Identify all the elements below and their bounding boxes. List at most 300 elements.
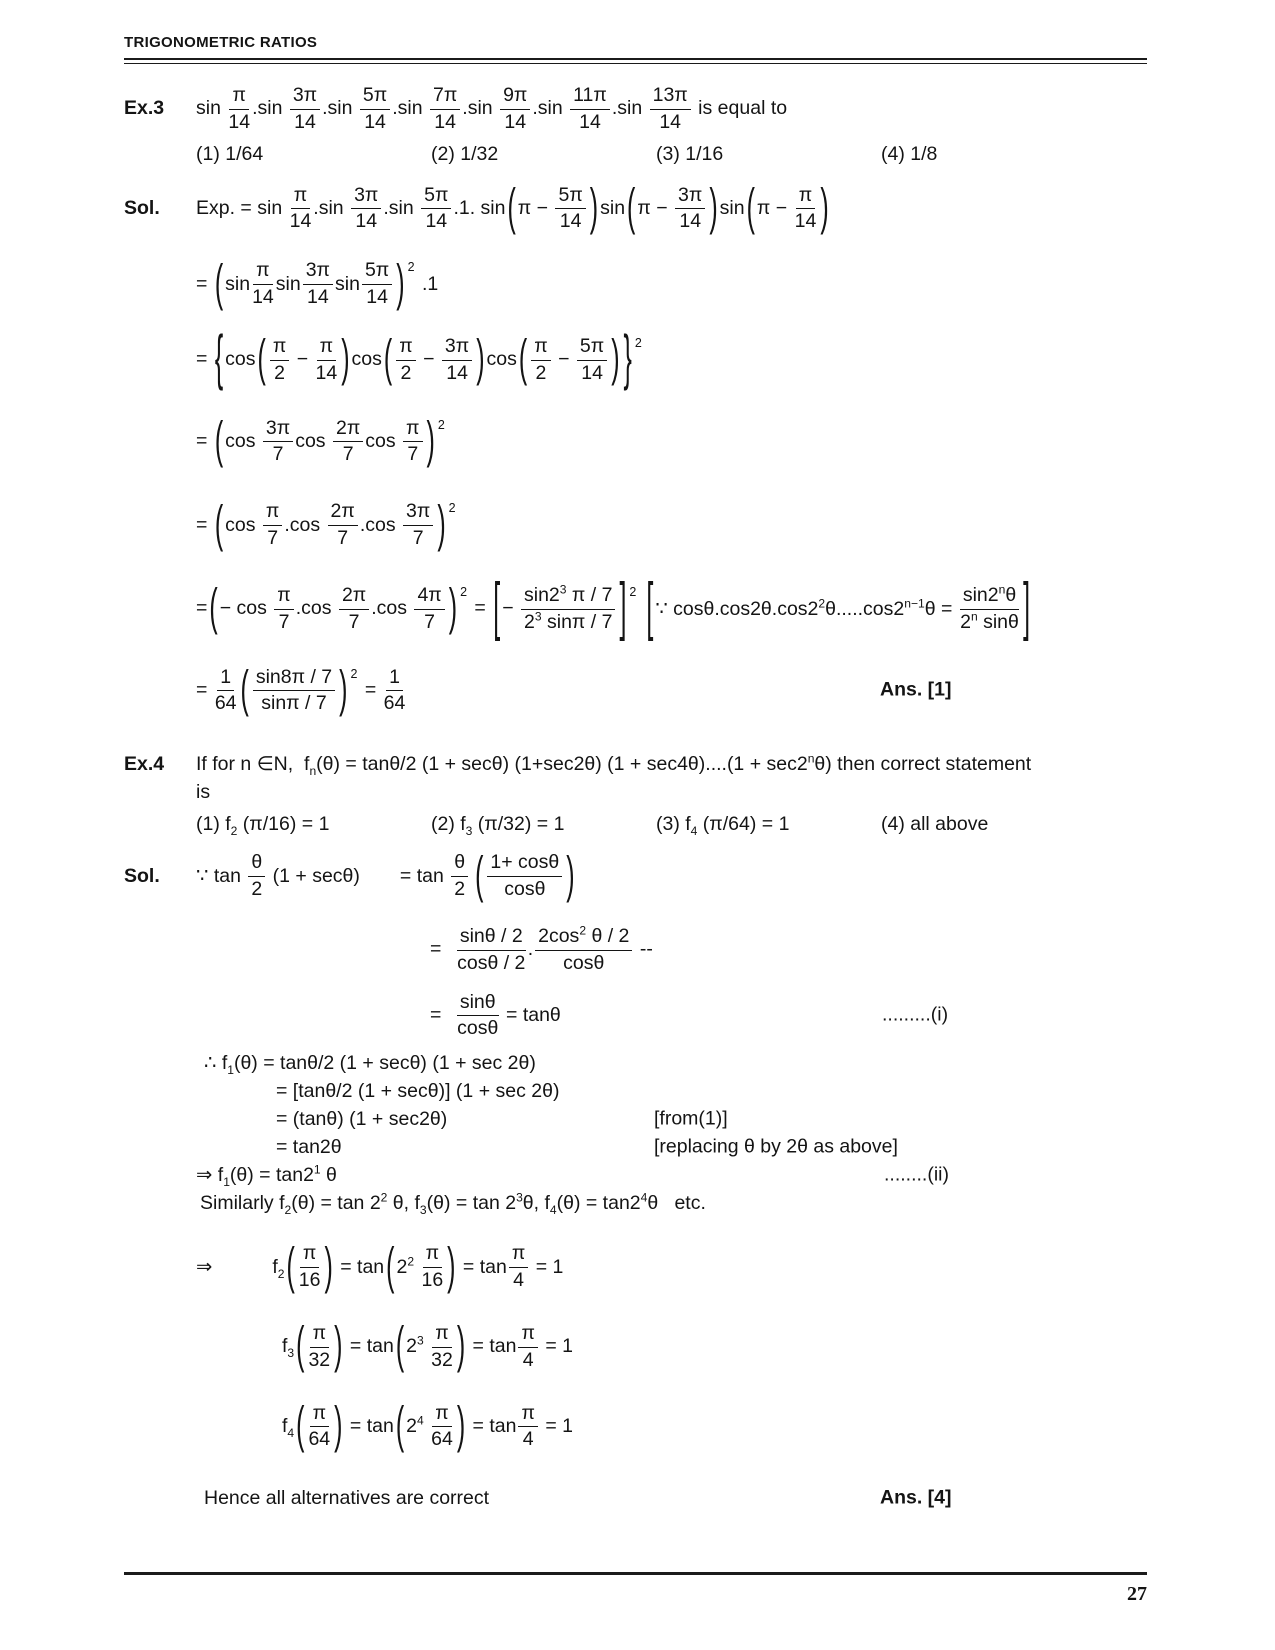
denominator: 14 xyxy=(579,110,601,133)
fraction xyxy=(414,584,444,634)
answer-label: Ans. [1] xyxy=(880,678,952,701)
page-number: 27 xyxy=(1127,1583,1147,1605)
math-text: $2^3$ xyxy=(406,1333,424,1358)
math-line xyxy=(124,1396,1147,1455)
page-body xyxy=(124,34,1147,1511)
fraction xyxy=(270,335,289,385)
fraction xyxy=(531,335,550,385)
big-delimiter: ) xyxy=(447,1237,456,1295)
math-line xyxy=(124,1106,1147,1132)
numerator: π xyxy=(531,335,550,361)
labeled-math-line xyxy=(124,178,1147,237)
numerator: sin8π / 7 xyxy=(253,666,335,692)
math-text: .cos xyxy=(295,597,337,620)
big-delimiter: ) xyxy=(341,330,350,388)
fraction xyxy=(248,851,265,901)
numerator: π xyxy=(229,84,248,110)
gap-spacer xyxy=(360,876,400,877)
denominator: cosθ xyxy=(563,951,605,974)
denominator: 2 xyxy=(251,878,263,901)
option-2: (2) 1/32 xyxy=(431,143,499,166)
big-delimiter: ( xyxy=(475,846,484,904)
fraction xyxy=(339,584,369,634)
big-delimiter: ) xyxy=(709,178,718,237)
math-text: π − xyxy=(637,196,674,219)
math-text: -- xyxy=(634,938,653,961)
indent-spacer xyxy=(124,1175,196,1176)
denominator: 14 xyxy=(434,110,456,133)
denominator: 4 xyxy=(522,1428,534,1451)
page-footer xyxy=(124,1572,1147,1606)
math-text: cos xyxy=(225,513,261,536)
indent-spacer xyxy=(124,1015,430,1016)
math-text: = tan xyxy=(457,1255,507,1278)
denominator: cosθ xyxy=(457,1017,499,1040)
denominator: 14 xyxy=(504,110,527,133)
fraction xyxy=(328,500,358,550)
denominator: 7 xyxy=(412,527,424,550)
fraction xyxy=(457,991,499,1041)
numerator: θ xyxy=(248,851,265,877)
math-text: .sin xyxy=(611,97,648,120)
numerator: 1 xyxy=(386,666,403,692)
math-text: = [tanθ/2 (1 + secθ)] (1 + sec 2θ) xyxy=(276,1079,560,1102)
numerator: 5π xyxy=(577,335,607,361)
denominator: 14 xyxy=(315,361,338,384)
option-1: (1) $f_2$ (π/16) = 1 xyxy=(196,812,330,838)
denominator: 14 xyxy=(366,286,388,309)
fraction xyxy=(431,1322,453,1372)
math-text: sin xyxy=(275,272,301,295)
big-delimiter: ( xyxy=(214,254,224,312)
math-text: .sin xyxy=(532,97,569,120)
fraction xyxy=(795,184,817,234)
math-text: cos xyxy=(365,429,402,452)
numerator: 9π xyxy=(500,84,530,110)
numerator: π xyxy=(310,1402,329,1428)
fraction xyxy=(362,259,392,309)
math-line xyxy=(124,1162,1147,1188)
denominator: 14 xyxy=(252,286,274,309)
line-label: Ex.4 xyxy=(124,752,165,775)
big-delimiter: ) xyxy=(339,660,348,719)
math-text: . xyxy=(527,938,534,961)
numerator: 3π xyxy=(290,84,320,110)
numerator: 2π xyxy=(339,584,369,610)
equation-reference: [replacing θ by 2θ as above] xyxy=(654,1135,898,1158)
line-label: Ex.3 xyxy=(124,97,165,120)
denominator: 14 xyxy=(679,210,702,233)
math-line xyxy=(124,1317,1147,1375)
fraction xyxy=(308,1402,330,1452)
math-text: .cos xyxy=(284,513,326,536)
math-line xyxy=(124,411,1147,470)
gap-spacer xyxy=(638,608,644,609)
numerator: π xyxy=(253,259,272,285)
math-text: = 1 xyxy=(539,1335,574,1358)
math-line xyxy=(124,1050,1147,1076)
fraction xyxy=(509,1242,528,1292)
math-text: = tan xyxy=(399,864,450,887)
indent-spacer xyxy=(124,1498,204,1499)
footer-rule xyxy=(124,1572,1147,1575)
fraction xyxy=(333,417,363,467)
big-delimiter: ) xyxy=(334,1396,343,1455)
indent-spacer xyxy=(124,1147,276,1148)
math-text: = xyxy=(196,597,208,620)
math-text: = 1 xyxy=(539,1414,574,1437)
fraction xyxy=(487,851,562,901)
math-text: = tan xyxy=(344,1414,394,1437)
math-text: cos xyxy=(225,429,261,452)
line-label: Sol. xyxy=(124,864,160,887)
math-text: cos xyxy=(295,429,331,452)
big-delimiter: ( xyxy=(395,1317,405,1375)
numerator: 13π xyxy=(650,84,691,110)
big-delimiter: ( xyxy=(395,1396,405,1455)
group-exponent: 2 xyxy=(437,417,445,432)
fraction xyxy=(403,417,422,467)
line-label: Sol. xyxy=(124,196,160,219)
option-3: (3) 1/16 xyxy=(656,143,724,166)
math-line xyxy=(124,1134,1147,1160)
fraction xyxy=(650,84,691,134)
gap-spacer xyxy=(470,876,473,877)
math-text: = tan2θ xyxy=(276,1135,342,1158)
fraction xyxy=(316,335,338,385)
fraction xyxy=(228,84,250,134)
numerator: 4π xyxy=(414,584,444,610)
math-text: is equal to xyxy=(692,97,788,120)
math-text: ⇒ $f_1(\theta) = \tan 2^1$ θ xyxy=(196,1162,337,1190)
denominator: 14 xyxy=(289,210,312,233)
numerator: π xyxy=(310,1322,329,1348)
math-text: Hence all alternatives are correct xyxy=(204,1486,490,1509)
big-delimiter: ) xyxy=(456,1317,466,1375)
denominator: 64 xyxy=(383,692,406,715)
math-text: $f_3$ xyxy=(282,1335,295,1361)
denominator: 14 xyxy=(364,110,386,133)
fraction xyxy=(577,335,607,385)
denominator: 14 xyxy=(446,361,468,384)
fraction xyxy=(518,1402,537,1452)
indent-spacer xyxy=(124,792,196,793)
math-text: .sin xyxy=(392,97,428,120)
math-text: (1 + secθ) xyxy=(267,864,360,887)
denominator: 64 xyxy=(308,1428,331,1451)
math-text: sin xyxy=(600,196,626,219)
indent-spacer xyxy=(124,1119,276,1120)
numerator: π xyxy=(274,584,293,610)
numerator: 1 xyxy=(217,666,234,692)
math-text: sin xyxy=(719,196,745,219)
big-delimiter: ( xyxy=(518,330,528,388)
fraction xyxy=(215,666,237,716)
denominator: $2^3$ sinπ / 7 xyxy=(524,609,613,633)
fraction xyxy=(396,335,415,385)
big-delimiter: ( xyxy=(209,579,218,637)
math-text: .sin xyxy=(462,97,499,120)
big-delimiter: ( xyxy=(627,178,636,237)
big-delimiter: ( xyxy=(383,330,393,388)
math-text: ∵ tan xyxy=(196,865,247,888)
fraction xyxy=(555,184,585,234)
numerator: π xyxy=(518,1322,537,1348)
big-delimiter: ) xyxy=(396,254,405,312)
group-exponent: 2 xyxy=(629,584,637,599)
math-text: Similarly $f_2(\theta) = \tan 2^2$ θ, $f_3(\theta) = \tan 2^3\theta$, $f_4(\theta) = \tan 2^4\theta$ etc. xyxy=(200,1190,706,1217)
math-text: = 1 xyxy=(530,1255,564,1278)
labeled-math-line xyxy=(124,84,1147,134)
math-text: ∵ $\cos\theta.\cos 2\theta.\cos 2^2\theta.....\cos 2^{n-1}\theta$ = xyxy=(655,596,958,620)
denominator: 7 xyxy=(337,527,349,550)
math-text: If for n ∈N, $f_n(\theta) = \tan\theta/2$ (1 + secθ) (1+sec2θ) $(1 + \sec 4\theta)....(1 + \sec 2^n\theta)$ then correct statement xyxy=(196,751,1032,779)
fraction xyxy=(308,1322,330,1372)
denominator: 14 xyxy=(559,210,582,233)
fraction xyxy=(500,84,530,134)
denominator: 32 xyxy=(431,1348,453,1371)
indent-spacer xyxy=(124,359,196,360)
big-delimiter: ( xyxy=(214,495,224,553)
math-line xyxy=(124,495,1147,553)
math-text: $2^2$ xyxy=(396,1254,415,1278)
numerator: 3π xyxy=(263,417,293,443)
denominator: 16 xyxy=(421,1269,444,1292)
math-text: − xyxy=(417,348,440,371)
denominator: 14 xyxy=(794,210,817,233)
math-text: = xyxy=(196,348,213,371)
numerator: 2π xyxy=(328,500,358,526)
option-2: (2) $f_3$ (π/32) = 1 xyxy=(431,812,565,838)
math-text: = tanθ xyxy=(500,1003,561,1026)
math-text: π − xyxy=(517,196,554,219)
fraction xyxy=(290,84,320,134)
indent-spacer xyxy=(124,154,196,155)
big-delimiter: ) xyxy=(324,1237,333,1295)
answer-label: Ans. [4] xyxy=(880,1486,952,1509)
math-text: = tan xyxy=(467,1335,517,1358)
big-delimiter: [ xyxy=(493,571,501,644)
math-text: .1 xyxy=(416,272,439,295)
math-line xyxy=(124,254,1147,312)
content xyxy=(124,84,1147,1511)
numerator: 3π xyxy=(403,500,433,526)
numerator: π xyxy=(432,1322,451,1348)
math-text: − xyxy=(552,348,575,371)
math-text: − xyxy=(502,597,519,620)
math-text: = tan xyxy=(334,1255,385,1278)
denominator: 7 xyxy=(424,610,436,633)
big-delimiter: ] xyxy=(619,571,627,644)
big-delimiter: ) xyxy=(611,330,620,388)
math-text: sin xyxy=(225,272,251,295)
big-delimiter: ( xyxy=(296,1396,305,1455)
gap-spacer xyxy=(212,1267,272,1268)
big-delimiter: ( xyxy=(286,1237,295,1295)
numerator: 5π xyxy=(362,259,392,285)
math-text: .cos xyxy=(371,597,413,620)
numerator: π xyxy=(518,1402,537,1428)
fraction xyxy=(960,584,1019,634)
numerator: sin2$^n$θ xyxy=(960,584,1019,610)
math-line xyxy=(124,1485,1147,1511)
denominator: 64 xyxy=(214,692,237,715)
fraction xyxy=(421,1242,443,1292)
denominator: 16 xyxy=(298,1269,321,1292)
denominator: sinπ / 7 xyxy=(261,692,327,715)
fraction xyxy=(303,259,333,309)
group-exponent: 2 xyxy=(634,335,642,350)
page-title: TRIGONOMETRIC RATIOS xyxy=(124,34,318,51)
denominator: 4 xyxy=(522,1348,534,1371)
big-delimiter: ) xyxy=(476,330,485,388)
math-line xyxy=(124,925,1147,975)
denominator: 2 xyxy=(454,878,466,901)
big-delimiter: ( xyxy=(240,660,249,719)
math-line xyxy=(124,324,1147,393)
fraction xyxy=(442,335,472,385)
indent-spacer xyxy=(124,1063,204,1064)
numerator: π xyxy=(263,500,282,526)
numerator: θ xyxy=(451,851,468,877)
fraction xyxy=(521,584,615,634)
denominator: cosθ xyxy=(504,878,546,901)
denominator: 32 xyxy=(308,1348,331,1371)
math-text: .sin xyxy=(313,196,350,219)
math-text: = xyxy=(196,678,213,701)
indent-spacer xyxy=(124,824,196,825)
indent-spacer xyxy=(124,284,196,285)
math-text: cos xyxy=(486,348,517,371)
denominator: 7 xyxy=(278,610,290,633)
fraction xyxy=(290,184,312,234)
numerator: 7π xyxy=(430,84,460,110)
math-text: $2^4$ xyxy=(406,1413,424,1437)
math-text: .cos xyxy=(359,513,402,536)
numerator: $2\cos^2$ θ / 2 xyxy=(535,925,632,951)
denominator: 14 xyxy=(425,210,448,233)
option-4: (4) 1/8 xyxy=(881,143,938,166)
denominator: 4 xyxy=(513,1269,524,1292)
numerator: 5π xyxy=(360,84,390,110)
numerator: 5π xyxy=(421,184,451,210)
denominator: 14 xyxy=(294,110,316,133)
numerator: π xyxy=(396,335,415,361)
denominator: 14 xyxy=(228,110,251,133)
math-text: .sin xyxy=(322,97,358,120)
indent-spacer xyxy=(124,1426,282,1427)
group-exponent: 2 xyxy=(407,260,415,275)
denominator: 14 xyxy=(307,286,329,309)
options-row xyxy=(124,811,1147,837)
math-text: = tan xyxy=(344,1335,394,1358)
big-delimiter: ( xyxy=(257,330,266,388)
numerator: π xyxy=(509,1242,528,1268)
fraction xyxy=(263,417,293,467)
option-4: (4) all above xyxy=(881,812,989,835)
fraction xyxy=(451,851,468,901)
math-text: Exp. = sin xyxy=(196,196,288,219)
numerator: 11π xyxy=(570,84,610,110)
math-text: .1. sin xyxy=(453,196,506,219)
math-text: .sin xyxy=(383,196,420,219)
denominator: 7 xyxy=(407,443,419,466)
fraction xyxy=(535,925,632,975)
numerator: 3π xyxy=(442,335,472,361)
group-exponent: 2 xyxy=(460,584,468,599)
numerator: sinθ / 2 xyxy=(457,925,526,951)
fraction xyxy=(431,1402,453,1452)
math-line xyxy=(124,1190,1147,1216)
big-delimiter: ] xyxy=(1023,571,1031,644)
math-line xyxy=(124,1078,1147,1104)
denominator: cosθ / 2 xyxy=(457,951,526,974)
header-rule xyxy=(124,58,1147,64)
big-delimiter: ( xyxy=(507,178,516,237)
indent-spacer xyxy=(124,525,196,526)
gap-spacer xyxy=(447,949,455,950)
indent-spacer xyxy=(124,1203,200,1204)
equation-reference: [from(1)] xyxy=(654,1107,728,1130)
math-text: − xyxy=(291,348,314,371)
big-delimiter: ) xyxy=(566,846,575,904)
math-text: $f_4$ xyxy=(282,1414,295,1440)
indent-spacer xyxy=(124,1346,282,1347)
fraction xyxy=(351,184,381,234)
denominator: 2$^n$ sinθ xyxy=(960,609,1019,633)
indent-spacer xyxy=(124,949,430,950)
indent-spacer xyxy=(124,1267,196,1268)
math-text: ∴ $f_1(\theta) = \tan\theta/2$ (1 + secθ) (1 + sec 2θ) xyxy=(204,1052,536,1078)
numerator: sinθ xyxy=(457,991,499,1017)
options-row xyxy=(124,142,1147,168)
math-text: − cos xyxy=(219,597,273,620)
numerator: π xyxy=(300,1242,319,1268)
math-line xyxy=(124,571,1147,644)
math-text: cos xyxy=(351,348,382,371)
denominator: 7 xyxy=(348,610,360,633)
math-text: = xyxy=(196,513,213,536)
fraction xyxy=(384,666,406,716)
fraction xyxy=(570,84,610,134)
math-text: = xyxy=(359,678,382,701)
math-line xyxy=(124,1237,1147,1295)
denominator: 7 xyxy=(272,443,284,466)
math-text: = xyxy=(430,1003,447,1026)
numerator: 3π xyxy=(675,184,705,210)
indent-spacer xyxy=(124,690,196,691)
fraction xyxy=(252,259,274,309)
big-delimiter: ) xyxy=(456,1396,466,1455)
equation-reference: .........(i) xyxy=(882,1003,949,1026)
numerator: π xyxy=(270,335,289,361)
math-text: $f_2$ xyxy=(272,1255,285,1281)
numerator: 5π xyxy=(555,184,585,210)
big-delimiter: ( xyxy=(214,411,224,470)
indent-spacer xyxy=(124,1091,276,1092)
indent-spacer xyxy=(124,441,196,442)
indent-spacer xyxy=(124,608,196,609)
denominator: 2 xyxy=(535,361,547,384)
big-delimiter: ) xyxy=(437,495,446,553)
fraction xyxy=(274,584,293,634)
math-text: sin xyxy=(335,272,360,295)
math-text: ⇒ xyxy=(196,1256,213,1279)
numerator: 2π xyxy=(333,417,363,443)
denominator: 2 xyxy=(400,361,412,384)
numerator: π xyxy=(403,417,422,443)
numerator: π xyxy=(423,1242,442,1268)
